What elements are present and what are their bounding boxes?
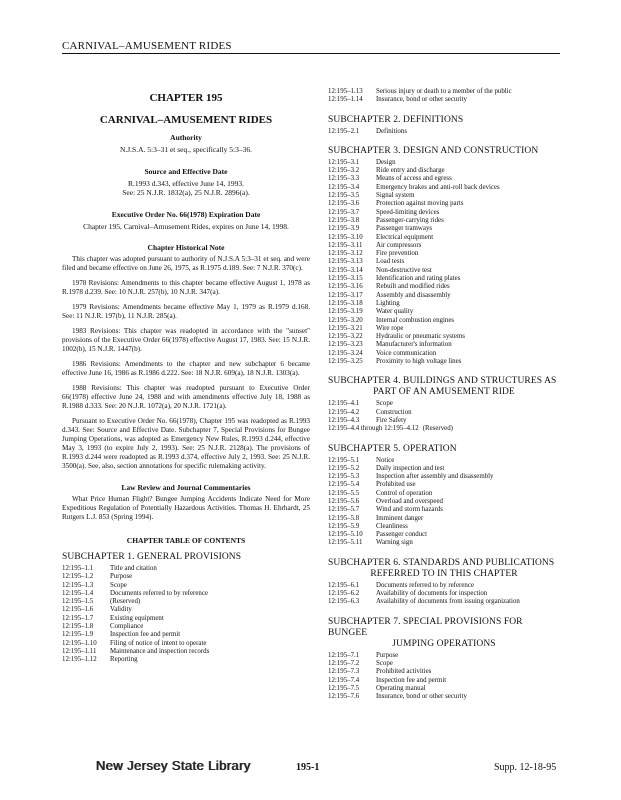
section-title: Title and citation (110, 565, 157, 572)
toc-section-row (328, 473, 560, 481)
toc-section-row (328, 300, 560, 308)
toc-section-row (328, 417, 560, 425)
section-number: 12:195–1.14 (328, 96, 363, 104)
toc-section-row (328, 234, 560, 242)
history-paragraph: 1986 Revisions: Amendments to the chapter and new subchapter 6 became effective June 16, 1986 as R.1986 d.222. See: 18 N.J.R. 609(a), 18 N.J.R. 1303(a). (62, 360, 310, 377)
toc-section-row (328, 539, 560, 547)
toc-heading: CHAPTER TABLE OF CONTENTS (126, 536, 246, 545)
section-number: 12:195–1.12 (62, 656, 97, 664)
subchapter-title-line: SUBCHAPTER 6. STANDARDS AND PUBLICATIONS (328, 557, 555, 568)
section-number: 12:195–3.8 (328, 216, 360, 224)
section-number: 12:195–2.1 (328, 127, 360, 135)
subchapter-1-title: SUBCHAPTER 1. GENERAL PROVISIONS (62, 552, 242, 562)
section-title: Signal system (376, 192, 415, 200)
toc-section-row (328, 175, 560, 183)
section-title: Non-destructive test (376, 266, 432, 274)
section-title: Warning sign (376, 539, 413, 547)
toc-section-row (328, 308, 560, 316)
toc-section-row (328, 242, 560, 250)
toc-section-row (62, 648, 310, 656)
subchapter-title-continuation: PART OF AN AMUSEMENT RIDE (373, 387, 515, 398)
section-number: 12:195–1.3 (62, 581, 94, 589)
section-title: Imminent danger (376, 514, 424, 522)
law-review-heading: Law Review and Journal Commentaries (121, 483, 251, 492)
section-number: 12:195–3.17 (328, 291, 363, 299)
section-number: 12:195–5.9 (328, 522, 360, 530)
toc-section-row (328, 498, 560, 506)
section-number: 12:195–5.6 (328, 497, 360, 505)
section-title: Manufacturer's information (376, 341, 452, 349)
toc-section-row (328, 590, 560, 598)
section-number: 12:195–3.13 (328, 258, 363, 266)
toc-section-row (328, 275, 560, 283)
section-title: Lighting (376, 299, 400, 307)
section-number: 12:195–4.1 (328, 400, 360, 408)
section-title: Overload and overspeed (376, 497, 443, 505)
toc-section-row (328, 652, 560, 660)
section-number: 12:195–3.18 (328, 299, 363, 307)
section-title: (Reserved) (110, 598, 141, 606)
section-title: Scope (376, 659, 393, 667)
toc-section-row (328, 668, 560, 676)
toc-section-row (62, 582, 310, 590)
toc-section-row (328, 258, 560, 266)
section-number: 12:195–3.4 (328, 183, 360, 191)
toc-section-row (328, 341, 560, 349)
left-column (62, 88, 310, 665)
chapter-title: CARNIVAL–AMUSEMENT RIDES (99, 114, 273, 126)
section-title: Documents referred to by reference (110, 589, 208, 597)
toc-section-row (328, 523, 560, 531)
section-title: Speed-limiting devices (376, 208, 440, 216)
toc-section-row (328, 250, 560, 258)
section-title: Passenger-carrying rides (376, 216, 444, 224)
section-title: Passenger conduct (376, 531, 428, 539)
section-number: 12:195–5.1 (328, 456, 360, 464)
section-number: 12:195–3.21 (328, 324, 363, 332)
section-number: 12:195–5.4 (328, 481, 360, 489)
toc-section-row (328, 88, 560, 96)
section-title: Electrical equipment (376, 233, 434, 241)
subchapter-title (328, 617, 560, 650)
section-number: 12:195–4.2 (328, 408, 360, 416)
toc-section-row (328, 209, 560, 217)
history-paragraph: 1978 Revisions: Amendments to this chapter became effective August 1, 1978 as R.1978 d.239. See: 10 N.J.R. 257(b), 10 N.J.R. 347(a). (62, 279, 310, 296)
section-title: Rebuilt and modified rides (376, 283, 450, 291)
section-title: Documents referred to by reference (376, 581, 474, 589)
supplement-date: Supp. 12-18-95 (494, 762, 557, 773)
subchapter-title-line: SUBCHAPTER 5. OPERATION (328, 443, 457, 454)
section-title: Compliance (110, 623, 144, 631)
section-title: Maintenance and inspection records (110, 647, 210, 655)
section-number: 12:195–3.19 (328, 308, 363, 316)
toc-section-row (62, 590, 310, 598)
toc-section-row (328, 409, 560, 417)
subchapter-title-continuation: REFERRED TO IN THIS CHAPTER (370, 568, 518, 579)
chapter-number: CHAPTER 195 (149, 92, 223, 104)
section-number: 12:195–1.7 (62, 614, 94, 622)
toc-section-row (62, 656, 310, 664)
section-number: 12:195–5.10 (328, 531, 363, 539)
toc-section-row (328, 267, 560, 275)
history-paragraph: This chapter was adopted pursuant to authority of N.J.S.A 5:3–31 et seq. and were filed and became effective on June 26, 1975, as R.1975 d.189. See: 7 N.J.R. 370(c). (62, 255, 310, 272)
section-number: 12:195–1.4 (62, 589, 94, 597)
toc-section-row (328, 515, 560, 523)
toc-section-row (328, 531, 560, 539)
section-title: Existing equipment (110, 614, 164, 622)
history-paragraph: 1983 Revisions: This chapter was readopted in accordance with the "sunset" provisions of the Executive Order 66(1978) effective August 17, 1983. See: 15 N.J.R. 1002(b), 15 N.J.R. 1447(b). (62, 327, 310, 353)
toc-section-row (328, 184, 560, 192)
subchapter-title (328, 115, 560, 126)
subchapter-title (328, 376, 560, 398)
section-number: 12:195–3.10 (328, 233, 363, 241)
library-stamp: New Jersey State Library (96, 758, 251, 773)
section-number: 12:195–3.3 (328, 175, 360, 183)
section-title: Fire Safety (376, 416, 407, 424)
section-number: 12:195–1.9 (62, 631, 94, 639)
toc-section-row (328, 128, 560, 136)
toc-section-row (328, 582, 560, 590)
section-number: 12:195–3.22 (328, 333, 363, 341)
toc-section-row (328, 200, 560, 208)
toc-section-row (328, 425, 560, 433)
section-title: Notice (376, 456, 395, 464)
section-title: Hydraulic or pneumatic systems (376, 333, 465, 341)
section-title: Prohibited activities (376, 668, 432, 676)
section-title: Internal combustion engines (376, 316, 455, 324)
section-number: 12:195–5.2 (328, 464, 360, 472)
subchapter-title-line: SUBCHAPTER 4. BUILDINGS AND STRUCTURES AS (328, 376, 557, 387)
section-number: 12:195–5.5 (328, 489, 360, 497)
section-number: 12:195–7.1 (328, 651, 360, 659)
executive-order-text: Chapter 195, Carnival–Amusement Rides, expires on June 14, 1998. (83, 221, 289, 231)
source-heading: Source and Effective Date (144, 166, 228, 176)
toc-section-row (62, 615, 310, 623)
toc-section-row (328, 677, 560, 685)
toc-section-row (62, 631, 310, 639)
section-title: Cleanliness (376, 522, 408, 530)
section-number: 12:195–5.11 (328, 539, 363, 547)
historical-note-heading: Chapter Historical Note (147, 243, 225, 252)
section-title: Passenger tramways (376, 225, 433, 233)
section-number: 12:195–1.11 (62, 647, 97, 655)
section-title: (Reserved) (422, 425, 453, 433)
toc-section-row (62, 598, 310, 606)
toc-section-row (62, 565, 310, 573)
section-title: Scope (110, 581, 127, 589)
section-number: 12:195–3.23 (328, 341, 363, 349)
toc-section-row (328, 693, 560, 701)
section-title: Insurance, bond or other security (376, 693, 467, 701)
section-title: Fire prevention (376, 250, 419, 258)
section-number: 12:195–3.1 (328, 158, 360, 166)
toc-section-row (328, 506, 560, 514)
section-title: Identification and rating plates (376, 275, 461, 283)
section-title: Reporting (110, 656, 138, 664)
toc-section-row (328, 96, 560, 104)
section-title: Emergency brakes and anti-roll back devices (376, 183, 500, 191)
section-title: Wind and storm hazards (376, 506, 443, 514)
historical-note (62, 255, 310, 471)
section-number: 12:195–7.6 (328, 693, 360, 701)
section-title: Construction (376, 408, 412, 416)
toc-section-row (328, 317, 560, 325)
section-title: Availability of documents for inspection (376, 590, 488, 598)
section-number: 12:195–3.24 (328, 349, 363, 357)
section-number: 12:195–6.1 (328, 581, 360, 589)
authority-text: N.J.S.A. 5:3–31 et seq., specifically 5:3–36. (119, 145, 253, 154)
section-number: 12:195–3.25 (328, 358, 363, 366)
toc-section-row (328, 283, 560, 291)
section-number: 12:195–3.7 (328, 208, 360, 216)
history-paragraph: 1979 Revisions: Amendments became effective May 1, 1979 as R.1979 d.168. See: 11 N.J.R. 197(b), 11 N.J.R. 285(a). (62, 303, 310, 320)
section-number: 12:195–3.5 (328, 192, 360, 200)
law-review-text: What Price Human Flight? Bungee Jumping Accidents Indicate Need for More Expeditious Regulation of Potentially Hazardous Activities. Thomas H. Ehrhardt, 25 Rutgers L.J. 853 (Spring 1994). (62, 495, 310, 521)
section-title: Operating manual (376, 684, 426, 692)
source-line-1: R.1993 d.343, effective June 14, 1993. (127, 178, 245, 188)
toc-section-row (328, 350, 560, 358)
section-title: Definitions (376, 127, 408, 135)
section-title: Proximity to high voltage lines (376, 358, 462, 366)
section-number: 12:195–7.4 (328, 676, 360, 684)
section-number: 12:195–1.5 (62, 598, 94, 606)
section-title: Scope (376, 400, 393, 408)
section-title: Water quality (376, 308, 414, 316)
section-number: 12:195–1.10 (62, 639, 97, 647)
section-number: 12:195–7.2 (328, 659, 360, 667)
section-number: 12:195–1.2 (62, 573, 94, 581)
section-title: Air compressors (376, 241, 422, 249)
subchapter-1-sections (62, 565, 310, 665)
section-title: Inspection fee and permit (110, 631, 181, 639)
toc-section-row (328, 225, 560, 233)
section-title: Wire rope (376, 324, 404, 332)
section-title: Ride entry and discharge (376, 167, 445, 175)
toc-section-row (62, 573, 310, 581)
section-number: 12:195–7.3 (328, 668, 360, 676)
section-number: 12:195–3.6 (328, 200, 360, 208)
section-title: Insurance, bond or other security (376, 96, 467, 104)
section-number: 12:195–3.20 (328, 316, 363, 324)
section-title: Prohibited use (376, 481, 416, 489)
section-title: Daily inspection and test (376, 464, 445, 472)
section-title: Assembly and disassembly (376, 291, 451, 299)
section-title: Design (376, 158, 396, 166)
section-number: 12:195–4.4 through 12:195–4.12 (328, 425, 419, 433)
toc-section-row (328, 400, 560, 408)
section-title: Purpose (110, 573, 133, 581)
subchapter-title-line: SUBCHAPTER 7. SPECIAL PROVISIONS FOR BUNGEE (328, 616, 523, 638)
section-number: 12:195–3.14 (328, 266, 363, 274)
section-title: Load tests (376, 258, 405, 266)
subchapter-list (328, 115, 560, 702)
section-number: 12:195–5.8 (328, 514, 360, 522)
toc-section-row (328, 685, 560, 693)
toc-section-row (328, 192, 560, 200)
section-number: 12:195–5.3 (328, 473, 360, 481)
executive-order-heading: Executive Order No. 66(1978) Expiration Date (111, 209, 261, 219)
subchapter-title (328, 146, 560, 157)
toc-section-row (328, 217, 560, 225)
toc-section-row (328, 325, 560, 333)
history-paragraph: Pursuant to Executive Order No. 66(1978), Chapter 195 was readopted as R.1993 d.343. See: Source and Effective Date. Subchapter 7, Special Provisions for Bungee Jumping Operations, was adopted as Emergency New Rules, R.1993 d.244, effective May 3, 1993 (to expire July 2, 1993). See: 25 N.J.R. 2128(a). The provisions of R.1993 d.244 were readopted as R.1993 d.374, effective July 2, 1993. See: 25 N.J.R. 3500(a). See, also, section annotations for specific rulemaking activity. (62, 417, 310, 470)
section-title: Inspection after assembly and disassembly (376, 473, 494, 481)
header-rule (62, 53, 560, 54)
section-number: 12:195–1.8 (62, 623, 94, 631)
section-title: Availability of documents from issuing organization (376, 598, 520, 606)
toc-section-row (328, 159, 560, 167)
toc-section-row (328, 660, 560, 668)
toc-section-row (328, 167, 560, 175)
page-number: 195-1 (296, 762, 320, 773)
right-column (328, 88, 560, 701)
section-number: 12:195–3.9 (328, 225, 360, 233)
section-title: Voice communication (376, 349, 437, 357)
section-title: Inspection fee and permit (376, 676, 447, 684)
toc-section-row (328, 358, 560, 366)
section-title: Filing of notice of intent to operate (110, 639, 207, 647)
toc-section-row (328, 465, 560, 473)
section-title: Control of operation (376, 489, 433, 497)
authority-heading: Authority (170, 133, 202, 142)
toc-section-row (328, 481, 560, 489)
source-line-2: See: 25 N.J.R. 1832(a), 25 N.J.R. 2896(a). (122, 188, 250, 197)
section-number: 12:195–1.13 (328, 88, 363, 95)
section-number: 12:195–3.15 (328, 275, 363, 283)
section-number: 12:195–1.1 (62, 565, 94, 572)
section-number: 12:195–4.3 (328, 416, 360, 424)
section-number: 12:195–1.6 (62, 606, 94, 614)
subchapter-title-line: SUBCHAPTER 3. DESIGN AND CONSTRUCTION (328, 145, 539, 156)
toc-section-row (328, 598, 560, 606)
section-title: Means of access and egress (376, 175, 452, 183)
continued-sections (328, 88, 560, 105)
section-title: Validity (110, 606, 132, 614)
subchapter-title (328, 444, 560, 455)
section-number: 12:195–5.7 (328, 506, 360, 514)
section-title: Serious injury or death to a member of the public (376, 88, 512, 95)
toc-section-row (328, 292, 560, 300)
history-paragraph: 1988 Revisions: This chapter was readopted pursuant to Executive Order 66(1978) effective June 24, 1988 and with amendments effective July 18, 1988 as R.1988 d.333. See: 20 N.J.R. 1072(a), 20 N.J.R. 1721(a). (62, 384, 310, 410)
section-number: 12:195–6.3 (328, 598, 360, 606)
section-title: Protection against moving parts (376, 200, 464, 208)
subchapter-title (328, 558, 560, 580)
toc-section-row (62, 606, 310, 614)
section-number: 12:195–6.2 (328, 590, 360, 598)
running-head: CARNIVAL–AMUSEMENT RIDES (62, 40, 232, 52)
toc-section-row (328, 490, 560, 498)
section-number: 12:195–3.12 (328, 250, 363, 258)
toc-section-row (62, 623, 310, 631)
subchapter-title-line: SUBCHAPTER 2. DEFINITIONS (328, 114, 464, 125)
toc-section-row (328, 333, 560, 341)
toc-section-row (328, 457, 560, 465)
section-number: 12:195–3.2 (328, 167, 360, 175)
section-number: 12:195–3.11 (328, 241, 363, 249)
section-number: 12:195–3.16 (328, 283, 363, 291)
subchapter-title-continuation: JUMPING OPERATIONS (392, 638, 496, 649)
section-number: 12:195–7.5 (328, 684, 360, 692)
toc-section-row (62, 640, 310, 648)
section-title: Purpose (376, 651, 399, 659)
